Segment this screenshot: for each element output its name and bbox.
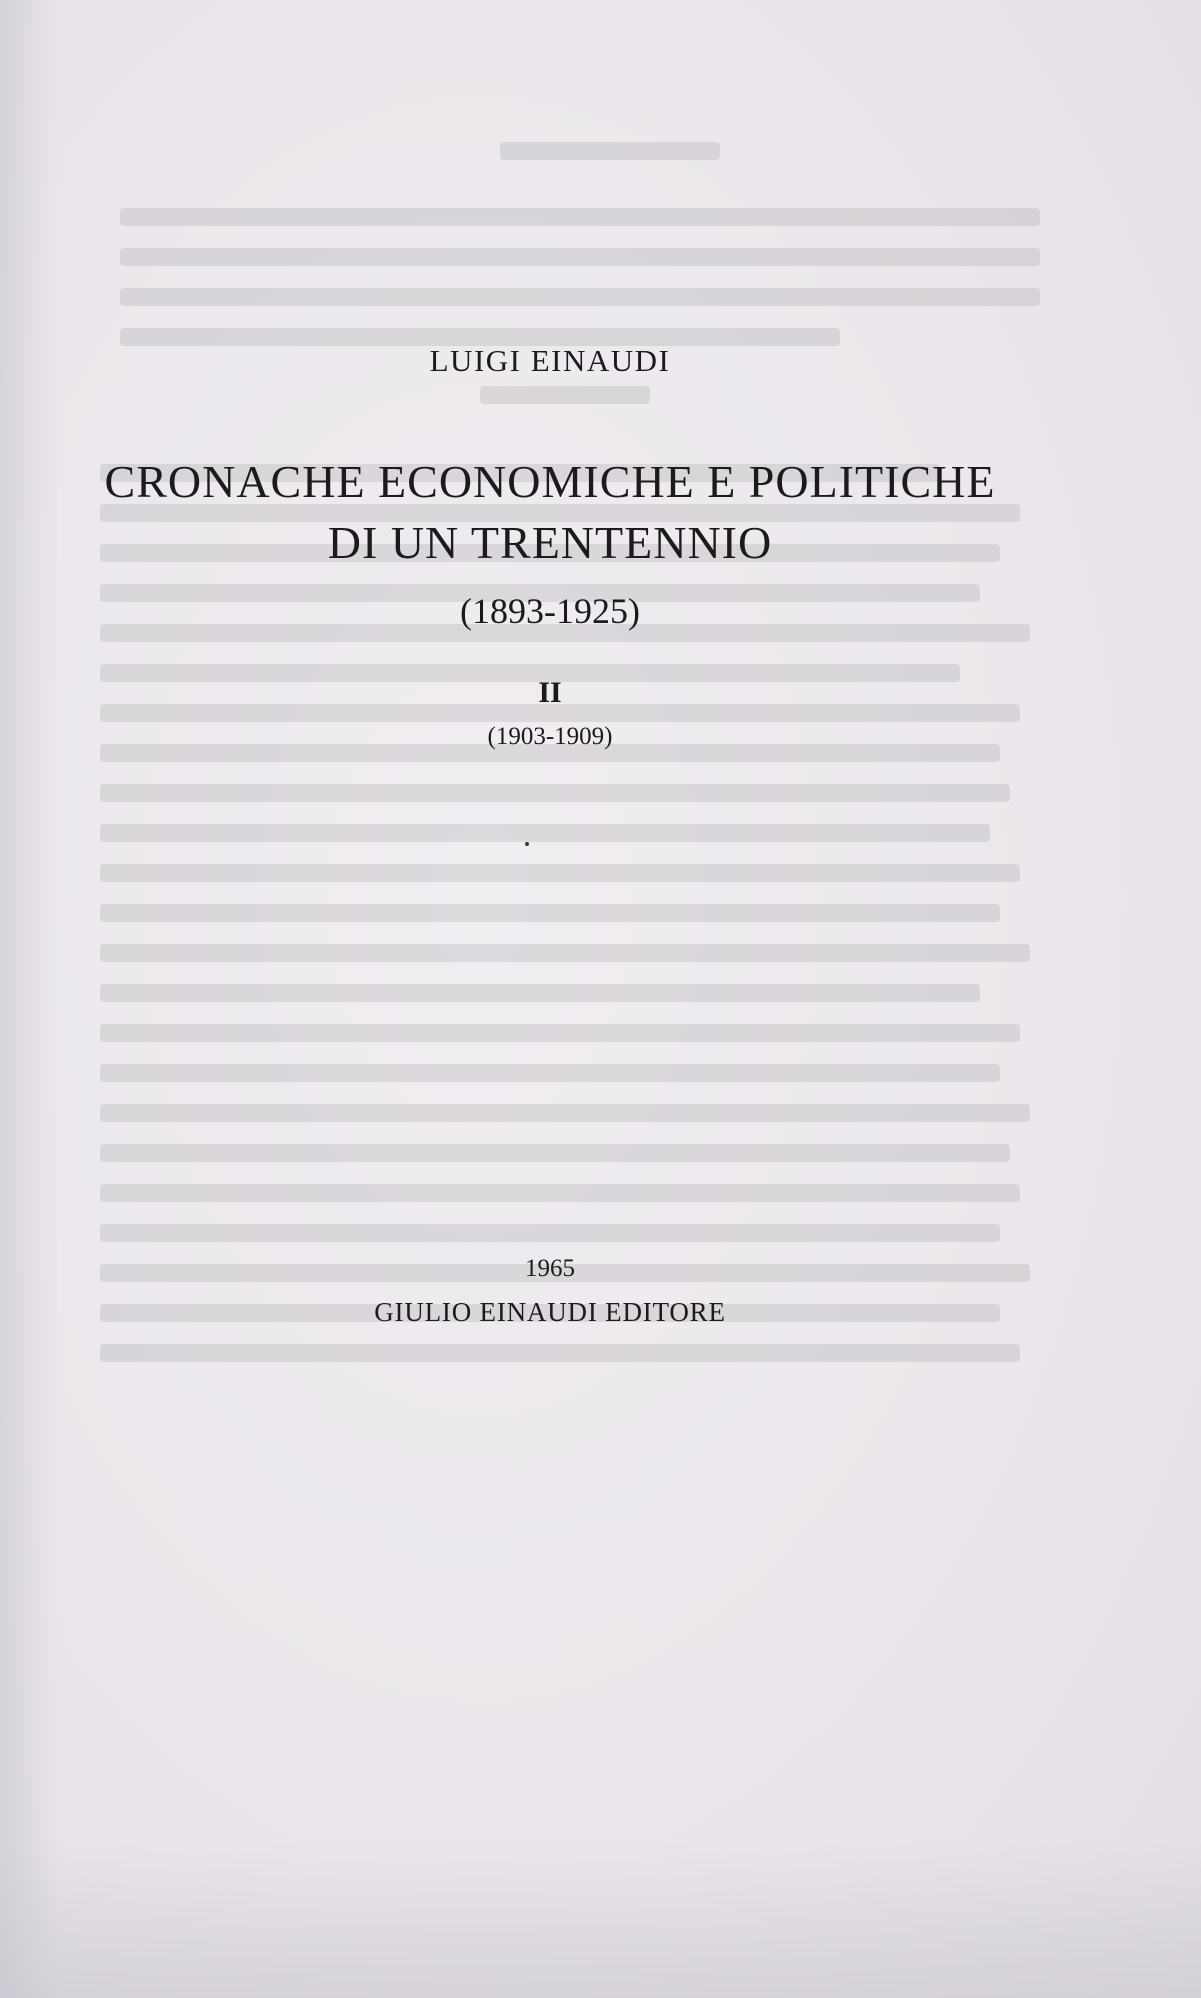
ghost-toc-row (100, 1064, 1000, 1082)
volume-number: II (538, 676, 562, 709)
ghost-toc-row (100, 904, 1000, 922)
ghost-toc-row (100, 824, 990, 842)
ghost-toc-row (100, 784, 1010, 802)
ghost-toc-row (100, 1184, 1020, 1202)
show-through-reverse-page (100, 120, 1060, 1384)
ghost-toc-row (100, 1224, 1000, 1242)
ghost-line (120, 288, 1040, 306)
page-edge-shadow (0, 0, 60, 1998)
ghost-toc-row (100, 1104, 1030, 1122)
book-title-line-1: CRONACHE ECONOMICHE E POLITICHE (104, 456, 996, 507)
ghost-paragraph (120, 208, 1040, 346)
publication-year: 1965 (525, 1255, 575, 1282)
print-dot (525, 842, 529, 846)
volume-years: (1903-1909) (487, 723, 613, 750)
author-name: LUIGI EINAUDI (429, 343, 671, 378)
period-years: (1893-1925) (460, 591, 640, 631)
ghost-line (120, 208, 1040, 226)
ghost-toc-row (100, 864, 1020, 882)
ghost-toc-row (100, 1024, 1020, 1042)
ghost-toc-row (100, 984, 980, 1002)
ghost-line (120, 248, 1040, 266)
ghost-toc-row (100, 944, 1030, 962)
page-bottom-shadow (0, 1838, 1201, 1998)
ghost-toc-row (100, 1344, 1020, 1362)
publisher-name: GIULIO EINAUDI EDITORE (374, 1297, 726, 1327)
ghost-line (500, 142, 720, 160)
ghost-heading (480, 386, 650, 404)
book-title-line-2: DI UN TRENTENNIO (327, 517, 773, 568)
ghost-toc-row (100, 1144, 1010, 1162)
